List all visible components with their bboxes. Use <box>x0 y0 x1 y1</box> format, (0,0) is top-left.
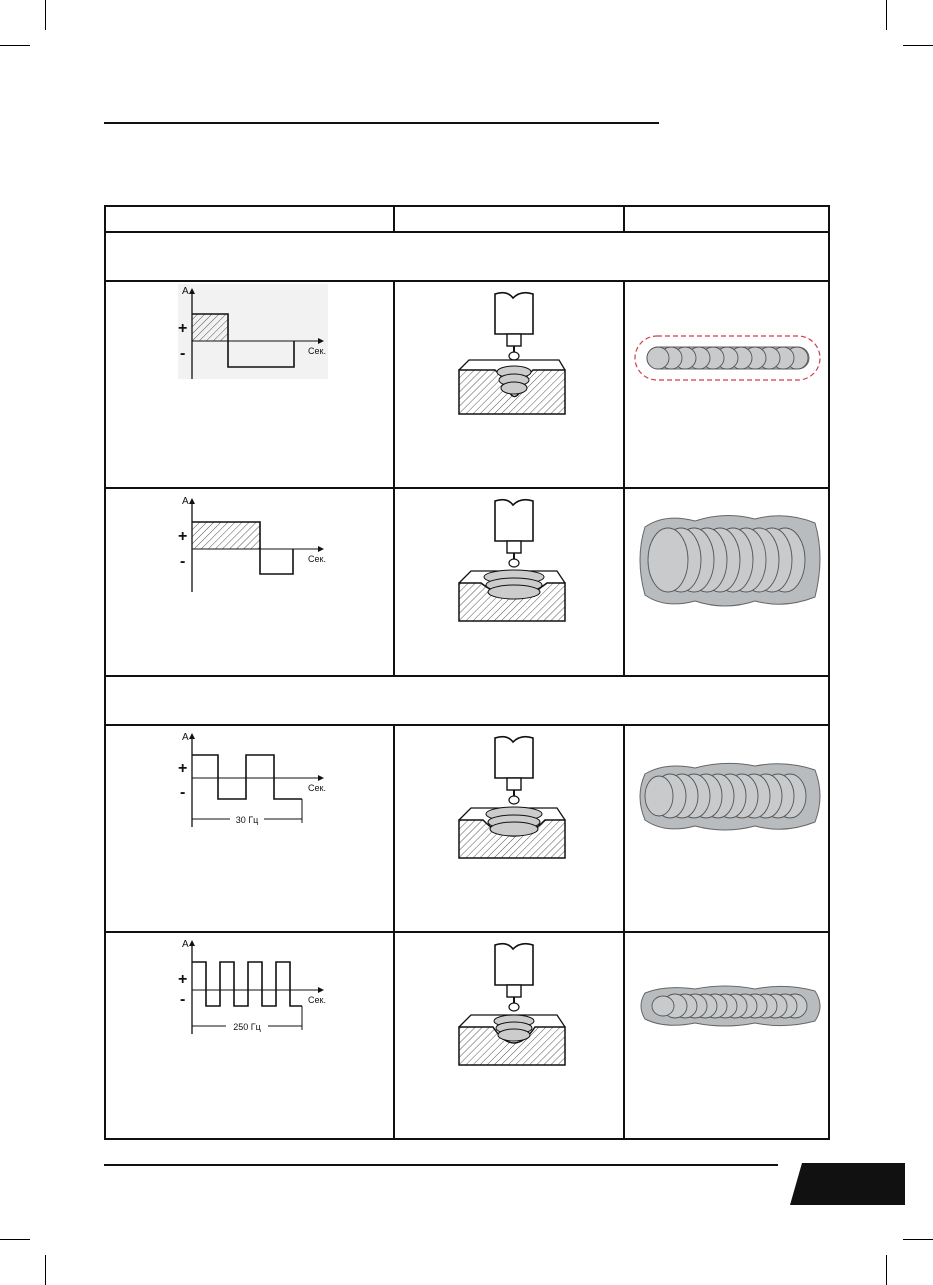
waveform-diagram <box>178 938 338 1048</box>
section-cell <box>105 232 829 281</box>
waveform-cell <box>105 725 394 932</box>
waveform-diagram <box>178 494 338 599</box>
header-cell <box>105 206 394 232</box>
torch-penetration-diagram <box>455 734 575 864</box>
header-cell <box>624 206 829 232</box>
y-axis-label: A <box>182 939 189 950</box>
minus-label: - <box>180 345 186 362</box>
bead-cell <box>624 725 829 932</box>
y-axis-label: A <box>182 732 189 743</box>
crop-mark <box>886 1255 887 1285</box>
waveform-cell <box>105 932 394 1139</box>
bead-cell <box>624 488 829 676</box>
y-axis-label: A <box>182 286 189 297</box>
torch-penetration-diagram <box>455 497 575 627</box>
crop-mark <box>903 1239 933 1240</box>
section-cell <box>105 676 829 725</box>
minus-label: - <box>180 553 186 570</box>
table-row <box>105 932 829 1139</box>
weld-bead-image <box>635 756 825 836</box>
crop-mark <box>886 0 887 30</box>
header-rule <box>104 122 659 124</box>
waveform-diagram <box>178 284 338 384</box>
header-cell <box>394 206 624 232</box>
plus-label: + <box>178 971 188 988</box>
section-row <box>105 676 829 725</box>
torch-penetration-diagram <box>455 290 575 420</box>
plus-label: + <box>178 528 188 545</box>
x-axis-label: Сек. <box>308 346 326 356</box>
waveform-cell <box>105 488 394 676</box>
table-header-row <box>105 206 829 232</box>
waveform-cell <box>105 281 394 488</box>
crop-mark <box>45 1255 46 1285</box>
x-axis-label: Сек. <box>308 783 326 793</box>
x-axis-label: Сек. <box>308 554 326 564</box>
page-tab <box>790 1163 905 1205</box>
weld-bead-image <box>635 981 825 1031</box>
table-row <box>105 488 829 676</box>
torch-cell <box>394 932 624 1139</box>
weld-bead-image <box>635 507 825 612</box>
footer-rule <box>104 1164 778 1166</box>
torch-penetration-diagram <box>455 941 575 1071</box>
plus-label: + <box>178 320 188 337</box>
crop-mark <box>0 1239 30 1240</box>
crop-mark <box>45 0 46 30</box>
x-axis-label: Сек. <box>308 995 326 1005</box>
minus-label: - <box>180 991 186 1008</box>
y-axis-label: A <box>182 496 189 507</box>
table-row <box>105 725 829 932</box>
crop-mark <box>903 45 933 46</box>
comparison-table <box>104 205 830 1140</box>
torch-cell <box>394 725 624 932</box>
torch-cell <box>394 488 624 676</box>
weld-bead-image <box>633 334 823 384</box>
minus-label: - <box>180 784 186 801</box>
torch-cell <box>394 281 624 488</box>
table-row <box>105 281 829 488</box>
section-row <box>105 232 829 281</box>
waveform-diagram <box>178 731 338 841</box>
plus-label: + <box>178 760 188 777</box>
crop-mark <box>0 45 30 46</box>
frequency-label: 250 Гц <box>233 1022 261 1032</box>
bead-cell <box>624 932 829 1139</box>
bead-cell <box>624 281 829 488</box>
frequency-label: 30 Гц <box>235 815 259 825</box>
